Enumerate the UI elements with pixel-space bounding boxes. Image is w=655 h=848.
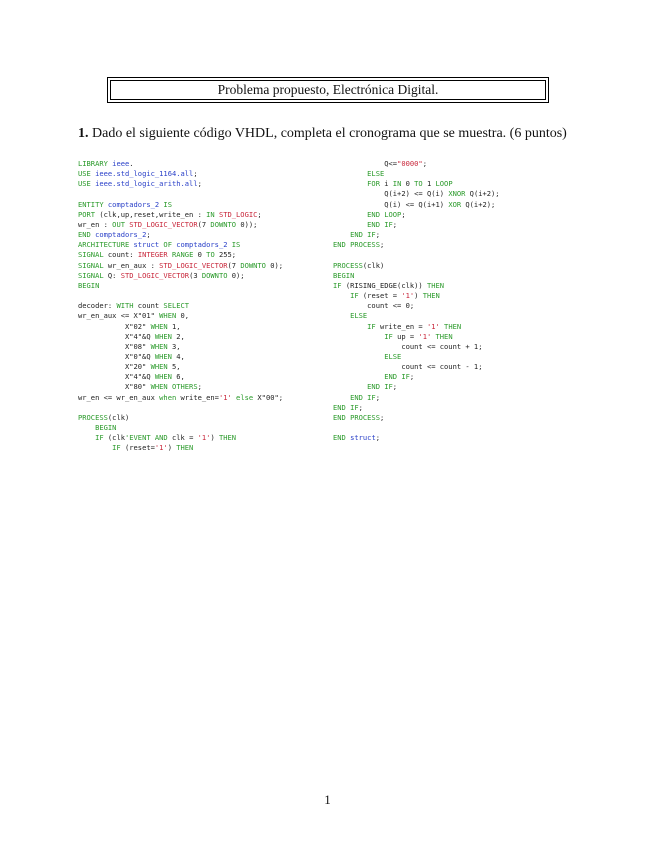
code-line — [78, 230, 283, 240]
question-statement — [78, 126, 567, 142]
code-token: WHEN — [159, 311, 177, 321]
code-token: 0 — [401, 179, 415, 189]
code-token: FOR — [333, 179, 385, 189]
code-line — [333, 189, 500, 199]
code-token: (clk) — [107, 412, 130, 422]
code-line — [333, 311, 500, 321]
code-token: END IF — [333, 392, 376, 402]
code-line — [78, 301, 283, 311]
code-token: else — [231, 392, 254, 402]
code-token: 2, — [171, 331, 185, 341]
code-token: IS — [227, 240, 241, 250]
code-token: ARCHITECTURE — [78, 240, 134, 250]
code-token: struct — [350, 433, 376, 443]
code-token: USE — [78, 169, 96, 179]
question-text: Dado el siguiente código VHDL, completa el cronograma que se muestra. (6 puntos) — [92, 126, 567, 141]
code-token: count <= count - 1; — [333, 362, 483, 372]
code-line — [333, 240, 500, 250]
code-token: ENTITY — [78, 199, 108, 209]
code-token: ) — [414, 291, 423, 301]
code-token: count: — [107, 250, 138, 260]
code-line — [333, 393, 500, 403]
code-token: THEN — [422, 291, 440, 301]
code-token: . — [129, 159, 134, 168]
code-token: X"08" — [78, 341, 151, 351]
code-token: WHEN — [154, 331, 172, 341]
code-token: comptadors_2 — [107, 199, 160, 209]
code-token: (clk — [107, 433, 125, 443]
code-token: INTEGER — [137, 250, 168, 260]
code-token: ; — [193, 169, 198, 179]
code-token: END — [78, 230, 96, 240]
code-token: X"20" — [78, 362, 151, 372]
code-line — [333, 250, 500, 260]
code-token: (3 — [189, 270, 202, 280]
code-line — [333, 372, 500, 382]
code-token: BEGIN — [333, 270, 355, 280]
code-token: BEGIN — [78, 423, 117, 433]
code-token: 0)); — [236, 219, 258, 229]
code-token: struct — [133, 240, 160, 250]
code-token: 0); — [265, 260, 284, 270]
code-line — [78, 433, 283, 443]
code-token: ELSE — [333, 311, 368, 321]
code-token: IF — [333, 291, 363, 301]
code-line — [333, 332, 500, 342]
code-token: Q<= — [333, 159, 398, 168]
code-token: END IF — [333, 402, 359, 412]
code-token: ; — [392, 219, 398, 229]
code-token: comptadors_2 — [95, 230, 147, 240]
code-line — [78, 291, 283, 301]
code-token: ; — [358, 402, 363, 412]
code-line — [333, 281, 500, 291]
code-token: ; — [401, 209, 406, 219]
code-token: '1' — [218, 392, 232, 402]
code-token: THEN — [426, 280, 445, 290]
code-line — [333, 423, 500, 433]
code-token: count <= count + 1; — [333, 341, 483, 351]
code-token: WHEN — [150, 341, 168, 351]
code-token: OUT — [112, 219, 130, 229]
code-token: LOOP — [435, 179, 453, 189]
code-token: END LOOP — [333, 209, 402, 219]
code-token: count <= 0; — [333, 301, 415, 311]
code-token: RANGE — [167, 250, 198, 260]
code-token: ELSE — [333, 351, 402, 361]
code-token: ) — [210, 433, 219, 443]
code-token: LIBRARY — [78, 159, 113, 168]
code-token: ; — [146, 230, 151, 240]
page-number: 1 — [324, 792, 331, 807]
code-line — [333, 342, 500, 352]
code-token: (7 — [227, 260, 241, 270]
vhdl-code-left-column — [78, 159, 283, 454]
code-token: (7 — [197, 219, 211, 229]
code-token: X"4"&Q — [78, 331, 155, 341]
code-token: wr_en <= wr_en_aux — [78, 392, 160, 402]
document-title: Problema propuesto, Electrónica Digital. — [110, 80, 546, 100]
code-token: END PROCESS — [333, 240, 380, 250]
code-token: ; — [379, 412, 385, 422]
code-token: ieee.std_logic_arith.all — [95, 179, 198, 189]
code-token: OF — [159, 240, 177, 250]
code-token: comptadors_2 — [176, 240, 228, 250]
code-line — [333, 179, 500, 189]
code-token: 4, — [171, 351, 185, 361]
code-token: 255; — [214, 250, 237, 260]
code-token: 0, — [176, 311, 190, 321]
code-token: write_en= — [176, 392, 219, 402]
vhdl-code-right-column — [333, 159, 500, 443]
code-token: '1' — [154, 443, 168, 453]
code-line — [78, 200, 283, 210]
code-token: END PROCESS — [333, 412, 380, 422]
code-token: count — [137, 301, 164, 311]
code-token: Q: — [107, 270, 121, 280]
code-token: END IF — [333, 372, 410, 382]
code-token: 0); — [227, 270, 245, 280]
code-token: ; — [422, 159, 427, 168]
code-line — [78, 210, 283, 220]
code-token: Q(i+2) <= Q(i) — [333, 189, 449, 199]
code-token: THEN — [218, 433, 237, 443]
code-line — [78, 423, 283, 433]
code-token: '1' — [197, 433, 211, 443]
code-token: IF — [333, 321, 380, 331]
code-token: WHEN — [154, 351, 172, 361]
code-token: decoder: — [78, 301, 117, 311]
code-token: Q(i) <= Q(i+1) — [333, 199, 449, 209]
code-line — [78, 322, 283, 332]
code-token: WHEN — [150, 321, 168, 331]
code-line — [78, 342, 283, 352]
code-token: "0000" — [397, 159, 423, 168]
code-token: END — [333, 433, 351, 443]
code-line — [78, 393, 283, 403]
code-token: PROCESS — [333, 260, 363, 270]
code-token: ; — [375, 392, 380, 402]
code-token: 0 — [197, 250, 207, 260]
code-line — [78, 281, 283, 291]
code-token: WHEN — [150, 362, 168, 372]
code-token: IF — [78, 443, 125, 453]
code-token: THEN — [439, 321, 462, 331]
code-line — [333, 169, 500, 179]
code-line — [78, 189, 283, 199]
code-token: X"0"&Q — [78, 351, 155, 361]
code-line — [78, 179, 283, 189]
code-line — [78, 159, 283, 169]
code-token: when — [159, 392, 177, 402]
code-token: WHEN — [154, 372, 172, 382]
code-line — [333, 220, 500, 230]
code-token: 1, — [167, 321, 181, 331]
code-token: ; — [257, 209, 262, 219]
code-token: Q(i+2); — [465, 189, 500, 199]
code-token: ELSE — [333, 169, 385, 179]
code-line — [333, 230, 500, 240]
code-line — [78, 311, 283, 321]
code-token: IS — [159, 199, 172, 209]
code-token: STD_LOGIC_VECTOR — [129, 219, 198, 229]
code-token: PORT — [78, 209, 100, 219]
code-line — [78, 352, 283, 362]
code-token: 3, — [167, 341, 181, 351]
code-token: THEN — [431, 331, 453, 341]
code-line — [333, 291, 500, 301]
code-token: ; — [375, 230, 380, 240]
code-token: '1' — [426, 321, 440, 331]
code-token: SIGNAL — [78, 260, 108, 270]
code-line — [333, 159, 500, 169]
code-token: X"02" — [78, 321, 151, 331]
code-token: IF — [78, 433, 108, 443]
code-line — [333, 271, 500, 281]
code-token: up = — [397, 331, 419, 341]
code-line — [78, 240, 283, 250]
code-line — [333, 433, 500, 443]
code-token: TO — [206, 250, 215, 260]
code-token: PROCESS — [78, 412, 108, 422]
code-line — [333, 322, 500, 332]
code-token: 1 — [422, 179, 436, 189]
code-token: (clk,up,reset,write_en : — [99, 209, 207, 219]
code-token: 'EVENT AND — [125, 433, 168, 443]
code-line — [333, 362, 500, 372]
code-token: i — [384, 179, 393, 189]
code-token: SELECT — [163, 301, 190, 311]
code-token: ; — [409, 372, 415, 382]
code-token: STD_LOGIC — [218, 209, 258, 219]
code-token: Q(i+2); — [461, 199, 496, 209]
code-line — [78, 382, 283, 392]
code-token: ; — [375, 433, 380, 443]
code-token: '1' — [401, 291, 415, 301]
code-token: (reset= — [124, 443, 155, 453]
code-token: X"80" — [78, 382, 151, 392]
code-line — [333, 352, 500, 362]
code-token: DOWNTO — [240, 260, 266, 270]
code-token: END IF — [333, 230, 376, 240]
code-line — [333, 301, 500, 311]
code-token: 5, — [167, 362, 181, 372]
code-token: XOR — [448, 199, 462, 209]
code-line — [78, 169, 283, 179]
code-token: write_en = — [379, 321, 427, 331]
code-line — [78, 403, 283, 413]
code-token: 6, — [171, 372, 185, 382]
code-token: (RISING_EDGE(clk)) — [345, 280, 427, 290]
code-token: IF — [333, 280, 346, 290]
code-line — [333, 261, 500, 271]
code-line — [78, 332, 283, 342]
code-line — [78, 261, 283, 271]
code-token: WITH — [116, 301, 138, 311]
code-line — [333, 210, 500, 220]
code-line — [333, 413, 500, 423]
code-token: TO — [414, 179, 423, 189]
code-line — [78, 413, 283, 423]
code-token: END IF — [333, 219, 393, 229]
code-token: '1' — [418, 331, 432, 341]
code-token: XNOR — [448, 189, 466, 199]
code-line — [78, 362, 283, 372]
code-token: ; — [197, 382, 202, 392]
code-token: (clk) — [362, 260, 385, 270]
title-frame — [107, 77, 549, 103]
code-token: ieee.std_logic_1164.all — [95, 169, 194, 179]
code-token: ; — [197, 179, 202, 189]
code-token: BEGIN — [78, 280, 100, 290]
code-token: wr_en : — [78, 219, 113, 229]
code-token: ; — [379, 240, 385, 250]
code-token: wr_en_aux : — [107, 260, 160, 270]
code-token: IN — [392, 179, 402, 189]
code-line — [78, 372, 283, 382]
code-line — [333, 403, 500, 413]
code-token: ieee — [112, 159, 130, 168]
code-token: clk = — [167, 433, 198, 443]
code-token: ) — [167, 443, 177, 453]
code-token: IN — [206, 209, 219, 219]
code-token: DOWNTO — [201, 270, 228, 280]
code-token: STD_LOGIC_VECTOR — [159, 260, 228, 270]
code-token: USE — [78, 179, 96, 189]
code-token: THEN — [176, 443, 194, 453]
code-token: ; — [392, 382, 398, 392]
code-token: X"4"&Q — [78, 372, 155, 382]
code-token: STD_LOGIC_VECTOR — [120, 270, 190, 280]
code-line — [333, 382, 500, 392]
code-token: IF — [333, 331, 398, 341]
question-number: 1. — [78, 126, 89, 141]
code-token: WHEN OTHERS — [150, 382, 198, 392]
code-token: wr_en_aux <= X"01" — [78, 311, 160, 321]
code-token: END IF — [333, 382, 393, 392]
code-token: SIGNAL — [78, 270, 108, 280]
code-token: X"00"; — [253, 392, 284, 402]
code-line — [78, 443, 283, 453]
code-line — [78, 220, 283, 230]
code-token: DOWNTO — [210, 219, 237, 229]
code-token: (reset = — [362, 291, 402, 301]
code-line — [78, 271, 283, 281]
code-line — [78, 250, 283, 260]
code-line — [333, 200, 500, 210]
code-token: SIGNAL — [78, 250, 108, 260]
